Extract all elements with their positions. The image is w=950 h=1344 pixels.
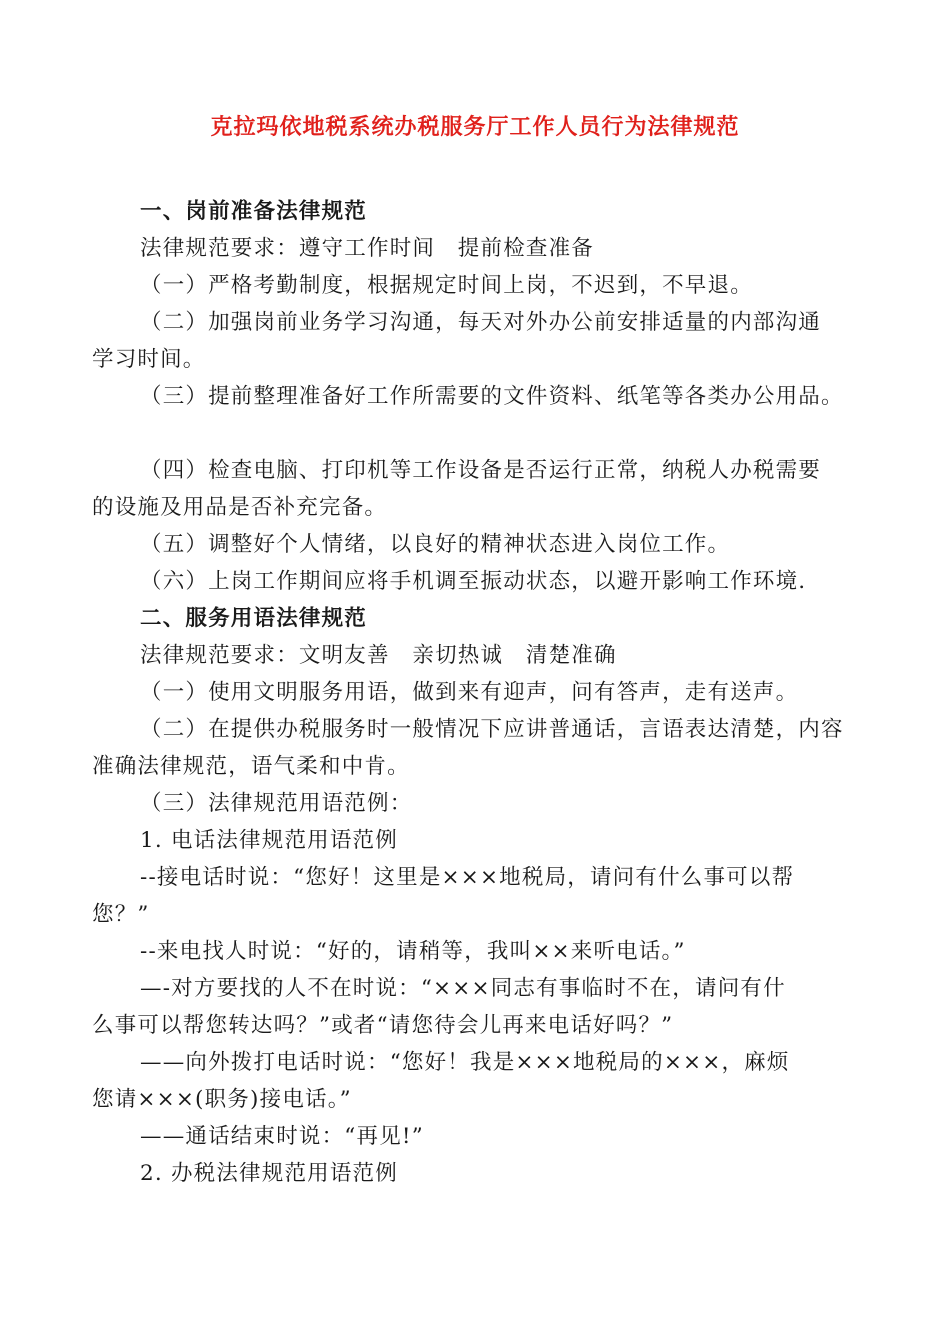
paragraph-line: 2. 办税法律规范用语范例 (140, 1161, 398, 1186)
paragraph-line: 1. 电话法律规范用语范例 (140, 828, 398, 853)
paragraph-line: （一）使用文明服务用语，做到来有迎声，问有答声，走有送声。 (140, 680, 799, 705)
paragraph-line: --接电话时说：“您好！这里是×××地税局，请问有什么事可以帮 (140, 865, 795, 890)
paragraph-line: 法律规范要求：文明友善 亲切热诚 清楚准确 (140, 643, 617, 668)
paragraph-line: （四）检查电脑、打印机等工作设备是否运行正常，纳税人办税需要 (140, 458, 822, 483)
paragraph-line: （三）法律规范用语范例： (140, 791, 413, 816)
paragraph-line: 的设施及用品是否补充完备。 (92, 495, 388, 520)
paragraph-line: —-对方要找的人不在时说：“×××同志有事临时不在，请问有什 (140, 976, 786, 1001)
paragraph-line: ——通话结束时说：“再见!” (140, 1124, 424, 1149)
paragraph-line: （一）严格考勤制度，根据规定时间上岗，不迟到，不早退。 (140, 273, 753, 298)
paragraph-line: （二）在提供办税服务时一般情况下应讲普通话，言语表达清楚，内容 (140, 717, 844, 742)
paragraph-line: 学习时间。 (92, 347, 206, 372)
paragraph-line: ——向外拨打电话时说：“您好！我是×××地税局的×××，麻烦 (140, 1050, 790, 1075)
section-heading-1: 一、岗前准备法律规范 (140, 199, 368, 224)
paragraph-line: 准确法律规范，语气柔和中肯。 (92, 754, 410, 779)
paragraph-line: --来电找人时说：“好的，请稍等，我叫××来听电话。” (140, 939, 686, 964)
section-heading-2: 二、服务用语法律规范 (140, 606, 368, 631)
paragraph-line: 您？” (92, 902, 150, 927)
paragraph-line: 法律规范要求：遵守工作时间 提前检查准备 (140, 236, 595, 261)
document-title: 克拉玛依地税系统办税服务厅工作人员行为法律规范 (210, 114, 740, 140)
paragraph-line: （五）调整好个人情绪，以良好的精神状态进入岗位工作。 (140, 532, 731, 557)
paragraph-line: （三）提前整理准备好工作所需要的文件资料、纸笔等各类办公用品。 (140, 384, 844, 409)
paragraph-line: 您请×××(职务)接电话。” (92, 1087, 352, 1112)
paragraph-line: 么事可以帮您转达吗？”或者“请您待会儿再来电话好吗？” (92, 1013, 674, 1038)
paragraph-line: （二）加强岗前业务学习沟通，每天对外办公前安排适量的内部沟通 (140, 310, 822, 335)
paragraph-line: （六）上岗工作期间应将手机调至振动状态，以避开影响工作环境. (140, 569, 807, 594)
